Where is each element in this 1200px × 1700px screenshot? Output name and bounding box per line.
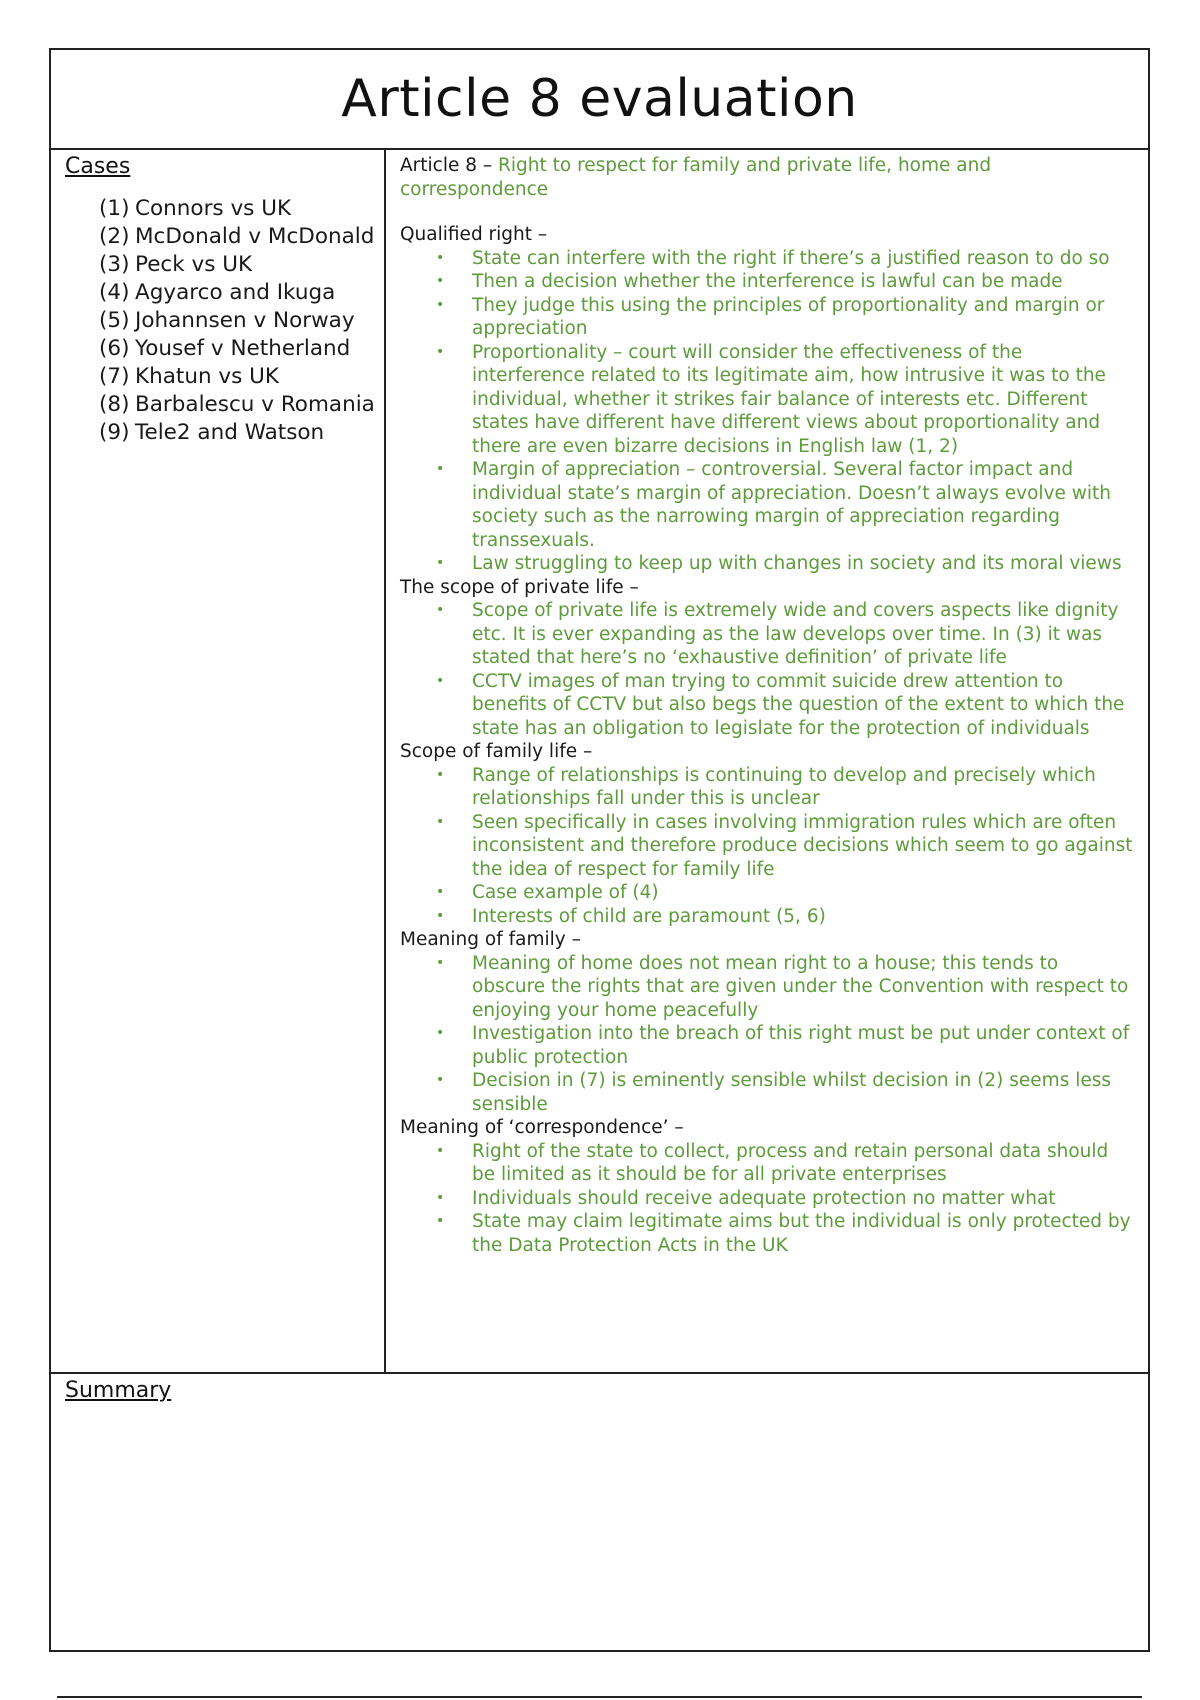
case-name: Peck vs UK [135,252,253,277]
bullet-item [436,1069,1134,1116]
bullet-item [436,811,1134,882]
bullet-item [436,952,1134,1023]
bullet-icon: • [436,273,445,289]
bullet-icon: • [436,1213,445,1229]
bullet-item [436,341,1134,459]
article-label: Article 8 – [400,155,493,176]
bullet-icon: • [436,1025,445,1041]
bullet-text: CCTV images of man trying to commit suicide drew attention to benefits of CCTV but also begs the question of the extent to which the state has an obligation to legislate for the protection of individuals [472,670,1125,739]
case-name: Johannsen v Norway [135,308,355,333]
bullet-list [400,764,1134,929]
bullet-icon: • [436,1072,445,1088]
bullet-item [436,764,1134,811]
section-heading: Meaning of family – [400,929,581,950]
case-number: (5) [99,308,130,333]
case-item [99,251,384,279]
case-name: Agyarco and Ikuga [135,280,336,305]
case-item [99,391,384,419]
bullet-item [436,1140,1134,1187]
case-number: (6) [99,336,130,361]
case-number: (9) [99,420,130,445]
bullet-icon: • [436,813,445,830]
bullet-item [436,1022,1134,1069]
bullet-icon: • [436,343,445,360]
notes-cell [386,148,1148,1372]
bullet-list [400,952,1134,1117]
bullet-icon: • [436,461,445,477]
case-item [99,363,384,391]
article-definition [400,154,1134,201]
case-name: Yousef v Netherland [135,336,351,361]
case-item [99,195,384,223]
bullet-text: Seen specifically in cases involving immigration rules which are often inconsistent and therefore produce decisions which seem to go against the idea of respect for family life [472,811,1133,880]
case-item [99,279,384,307]
summary-heading: Summary [65,1378,172,1403]
case-name: Khatun vs UK [135,364,280,389]
bullet-icon: • [436,1142,445,1159]
case-name: Connors vs UK [135,196,292,221]
bullet-text: Then a decision whether the interference is lawful can be made [472,271,1063,292]
title-row [51,50,1148,150]
bullet-icon: • [436,907,445,924]
case-name: Tele2 and Watson [135,420,325,445]
bullet-item [436,458,1134,552]
bullet-item [436,599,1134,670]
bullet-item [436,905,1134,929]
case-item [99,307,384,335]
bullet-icon: • [436,602,445,618]
bullet-item [436,670,1134,741]
summary-cell [51,1372,1148,1650]
bullet-item [436,1210,1134,1257]
case-item [99,419,384,447]
cases-cell [51,148,386,1372]
bullet-list [400,247,1134,576]
bullet-text: Case example of (4) [472,882,659,903]
bullet-text: Investigation into the breach of this right must be put under context of public protection [472,1023,1130,1068]
section-heading: Scope of family life – [400,741,593,762]
section-heading: The scope of private life – [400,576,639,598]
bullet-text: Scope of private life is extremely wide and covers aspects like dignity etc. It is ever expanding as the law develops over time. In (3) it was stated that here’s no ‘exhaustive definition’ of private life [472,600,1119,668]
case-name: McDonald v McDonald [135,224,375,249]
page-bottom-rule [57,1696,1142,1698]
bullet-list [400,599,1134,740]
bullet-text: Decision in (7) is eminently sensible whilst decision in (2) seems less sensible [472,1070,1112,1115]
bullet-list [400,1140,1134,1258]
section-heading: Qualified right – [400,224,548,245]
bullet-text: Individuals should receive adequate protection no matter what [472,1187,1056,1209]
bullet-item [436,294,1134,341]
bullet-text: Proportionality – court will consider the effectiveness of the interference related to its legitimate aim, how intrusive it was to the individual, whether it strikes fair balance of interests etc. Different states have different have different views about proportionality and there are even bizarre decisions in English law (1, 2) [472,341,1106,457]
bullet-item [436,1187,1134,1211]
case-number: (4) [99,280,130,305]
bullet-item [436,270,1134,294]
section-heading: Meaning of ‘correspondence’ – [400,1117,684,1138]
bullet-text: Interests of child are paramount (5, 6) [472,905,826,927]
bullet-icon: • [436,249,445,266]
bullet-text: Range of relationships is continuing to develop and precisely which relationships fall under this is unclear [472,764,1096,809]
case-list [65,195,384,447]
bullet-icon: • [436,555,445,571]
case-number: (2) [99,224,130,249]
bullet-text: Right of the state to collect, process and retain personal data should be limited as it should be for all private enterprises [472,1140,1109,1185]
case-name: Barbalescu v Romania [135,392,375,417]
bullet-text: They judge this using the principles of proportionality and margin or appreciation [472,294,1105,339]
bullet-item [436,881,1134,905]
case-number: (3) [99,252,130,277]
bullet-item [436,247,1134,271]
case-number: (8) [99,392,130,417]
case-number: (7) [99,364,130,389]
bullet-item [436,552,1134,576]
bullet-icon: • [436,1189,445,1206]
bullet-icon: • [436,672,445,689]
bullet-icon: • [436,766,445,783]
bullet-icon: • [436,296,445,313]
case-item [99,223,384,251]
document-table [49,48,1150,1652]
page-title: Article 8 evaluation [341,69,858,129]
bullet-icon: • [436,954,445,971]
bullet-text: State may claim legitimate aims but the individual is only protected by the Data Protection Acts in the UK [472,1211,1131,1256]
bullet-icon: • [436,884,445,900]
cases-heading: Cases [65,154,131,179]
bullet-text: Margin of appreciation – controversial. Several factor impact and individual state’s margin of appreciation. Doesn’t always evolve with society such as the narrowing margin of appreciation regarding transsexuals. [472,459,1111,551]
case-number: (1) [99,196,130,221]
bullet-text: Meaning of home does not mean right to a house; this tends to obscure the rights that are given under the Convention with respect to enjoying your home peacefully [472,952,1129,1021]
case-item [99,335,384,363]
bullet-text: Law struggling to keep up with changes in society and its moral views [472,553,1122,574]
bullet-text: State can interfere with the right if there’s a justified reason to do so [472,247,1110,269]
article-right-text: Right to respect for family and private life, home and correspondence [400,155,992,200]
